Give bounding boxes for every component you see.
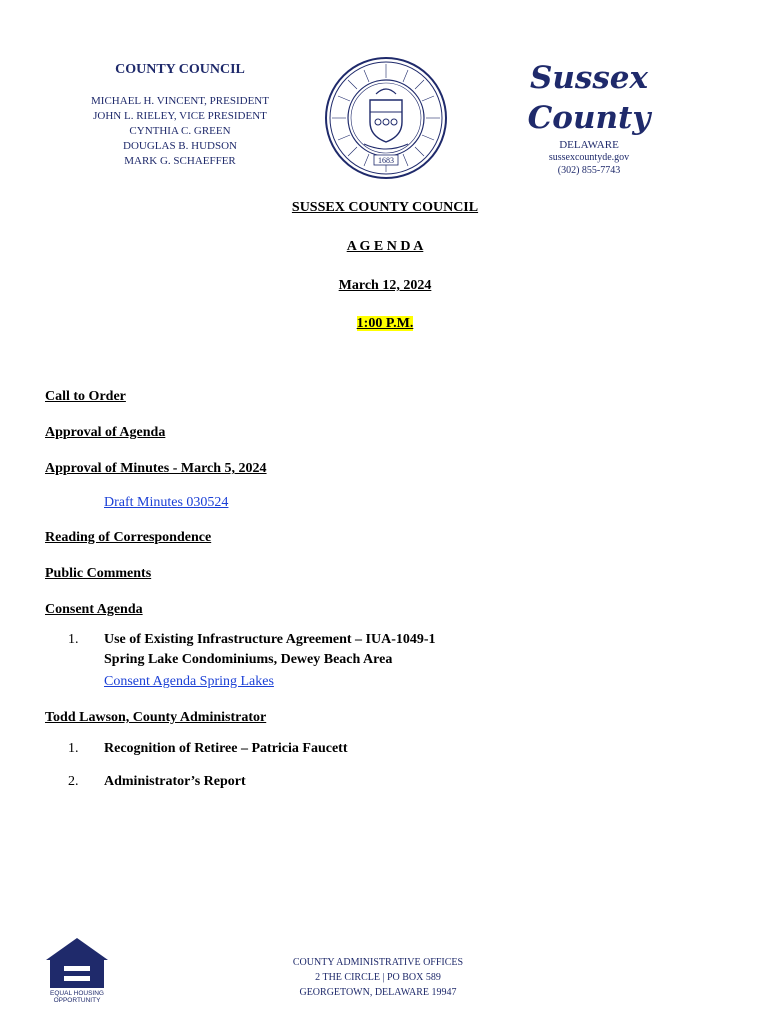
public-comments-heading: Public Comments <box>45 566 152 581</box>
agenda-date: March 12, 2024 <box>338 278 432 293</box>
agenda-time: 1:00 P.M. <box>356 316 414 331</box>
county-identity-block <box>476 58 702 177</box>
consent-item-number: 1. <box>68 632 79 647</box>
footer-address <box>248 955 508 1000</box>
state-name: DELAWARE <box>559 139 619 151</box>
correspondence-heading: Reading of Correspondence <box>45 530 212 545</box>
consent-agenda-link[interactable]: Consent Agenda Spring Lakes <box>104 674 274 689</box>
footer-offices: COUNTY ADMINISTRATIVE OFFICES <box>292 957 464 968</box>
admin-item-2-number: 2. <box>68 774 79 789</box>
consent-item-subtitle: Spring Lake Condominiums, Dewey Beach Area <box>104 652 393 667</box>
council-members-block <box>60 62 300 169</box>
member-schaeffer: MARK G. SCHAEFFER <box>124 155 236 167</box>
seal-year: 1683 <box>378 156 394 165</box>
approval-agenda-heading: Approval of Agenda <box>45 425 166 440</box>
admin-item-1-number: 1. <box>68 741 79 756</box>
member-green: CYNTHIA C. GREEN <box>129 125 231 137</box>
county-website: sussexcountyde.gov <box>548 152 630 163</box>
administrator-heading: Todd Lawson, County Administrator <box>45 710 267 725</box>
county-seal-icon <box>324 56 448 180</box>
agenda-council-title: SUSSEX COUNTY COUNCIL <box>291 200 479 215</box>
member-hudson: DOUGLAS B. HUDSON <box>123 140 237 152</box>
footer-street: 2 THE CIRCLE | PO BOX 589 <box>315 972 441 983</box>
admin-item-2: Administrator’s Report <box>104 774 246 789</box>
consent-item-1 <box>104 630 436 670</box>
member-president: MICHAEL H. VINCENT, PRESIDENT <box>91 95 269 107</box>
consent-item-title: Use of Existing Infrastructure Agreement – IUA-1049-1 <box>104 632 436 647</box>
county-phone: (302) 855-7743 <box>557 165 621 176</box>
county-name-logo: Sussex County <box>527 60 651 136</box>
approval-minutes-heading: Approval of Minutes - March 5, 2024 <box>45 461 267 476</box>
agenda-heading: A G E N D A <box>346 239 424 254</box>
equal-housing-label: EQUAL HOUSING OPPORTUNITY <box>50 990 104 1004</box>
council-title: COUNTY COUNCIL <box>115 62 245 77</box>
member-vice-president: JOHN L. RIELEY, VICE PRESIDENT <box>93 110 267 122</box>
draft-minutes-link[interactable]: Draft Minutes 030524 <box>104 495 229 510</box>
admin-item-1: Recognition of Retiree – Patricia Faucett <box>104 741 348 756</box>
footer-city: GEORGETOWN, DELAWARE 19947 <box>299 987 457 998</box>
call-to-order-heading: Call to Order <box>45 389 126 404</box>
consent-agenda-heading: Consent Agenda <box>45 602 143 617</box>
